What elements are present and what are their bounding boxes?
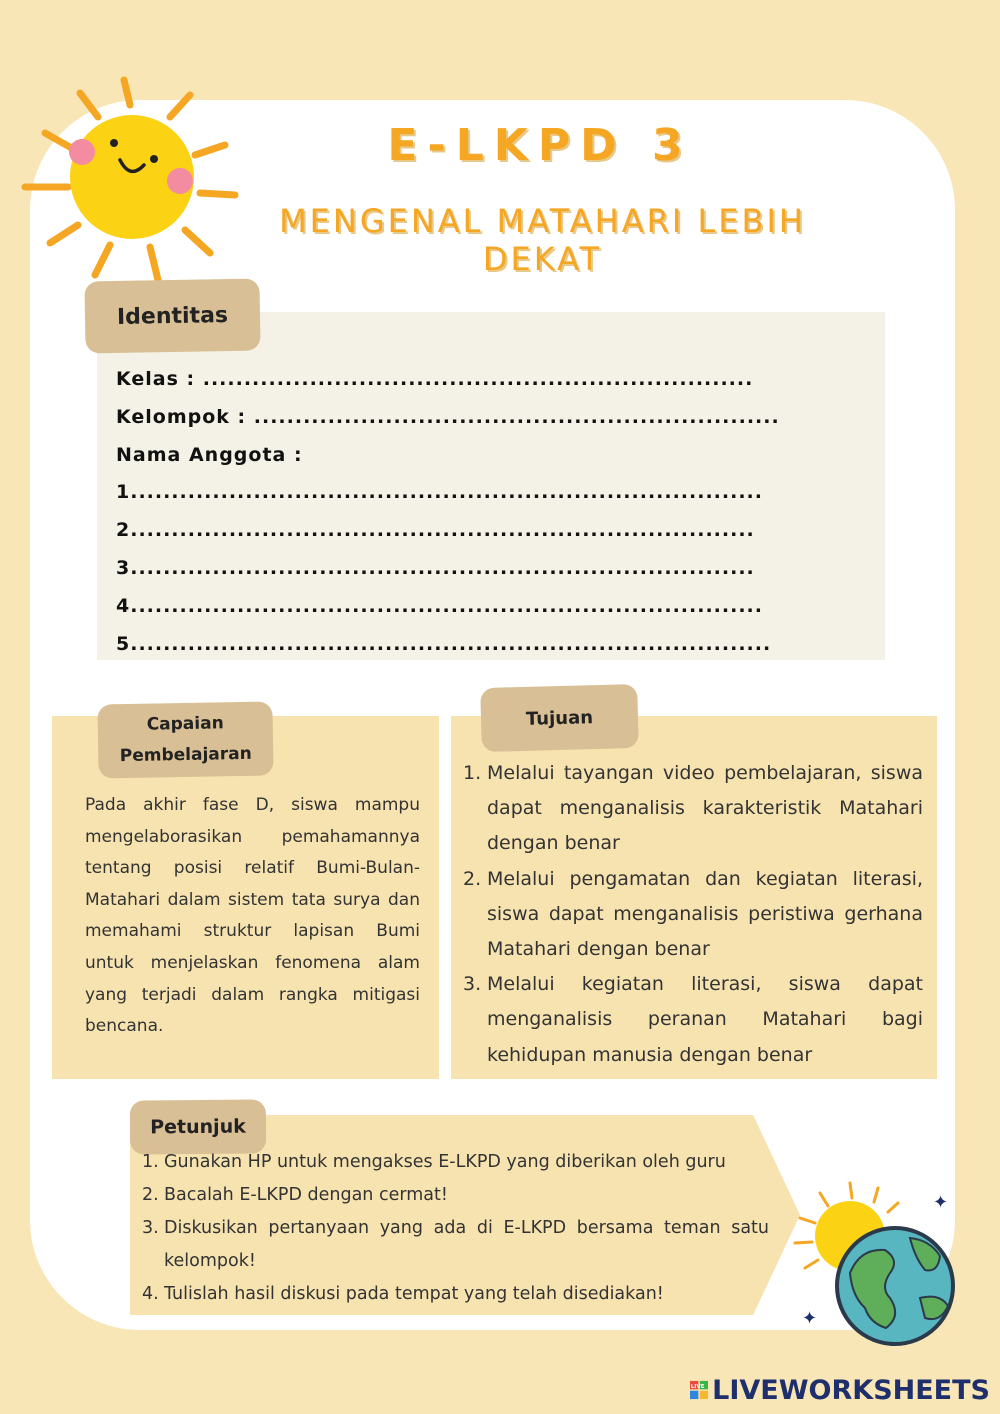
- logo-text: LIVEWORKSHEETS: [712, 1374, 990, 1406]
- capaian-tag-line2: Pembelajaran: [119, 743, 252, 767]
- svg-text:✦: ✦: [933, 1192, 949, 1213]
- list-item: 3. Melalui kegiatan literasi, siswa dapat menganalisis peranan Matahari bagi kehidupan manusia dengan benar: [463, 973, 923, 1066]
- anggota-field-1[interactable]: 1.............................................................................: [116, 481, 763, 504]
- tujuan-tag: Tujuan: [480, 684, 639, 752]
- earth-sun-icon: [790, 1178, 970, 1348]
- nama-anggota-label: Nama Anggota :: [116, 443, 303, 466]
- anggota-field-3[interactable]: 3............................................................................: [116, 556, 755, 579]
- capaian-text: Pada akhir fase D, siswa mampu mengelaborasikan pemahamannya tentang posisi relatif Bumi-Bulan-Matahari dalam sistem tata surya dan memahami struktur lapisan Bumi untuk menjelaskan fenomena alam yang terjadi dalam rangka mitigasi bencana.: [85, 795, 420, 1037]
- kelompok-field[interactable]: Kelompok : ................................................................: [116, 405, 780, 428]
- petunjuk-list: [142, 1146, 769, 1311]
- list-item: 1. Melalui tayangan video pembelajaran, siswa dapat menganalisis karakteristik Matahari dengan benar: [463, 762, 923, 855]
- list-item: 3. Diskusikan pertanyaan yang ada di E-LKPD bersama teman satu kelompok!: [142, 1218, 769, 1271]
- capaian-tag: [97, 701, 273, 778]
- kelas-field[interactable]: Kelas : ...................................................................: [116, 368, 754, 390]
- petunjuk-tag: Petunjuk: [130, 1099, 266, 1154]
- list-item: 4. Tulislah hasil diskusi pada tempat yang telah disediakan!: [142, 1284, 664, 1304]
- capaian-tag-line1: Capaian: [146, 713, 224, 735]
- anggota-field-5[interactable]: 5..............................................................................: [116, 632, 772, 655]
- smiling-sun-icon: [20, 75, 250, 285]
- list-item: 1. Gunakan HP untuk mengakses E-LKPD yang diberikan oleh guru: [142, 1152, 726, 1172]
- svg-text:LIVE: LIVE: [690, 1383, 705, 1390]
- anggota-field-2[interactable]: 2............................................................................: [116, 519, 755, 542]
- list-item: 2. Bacalah E-LKPD dengan cermat!: [142, 1185, 448, 1205]
- svg-text:✦: ✦: [802, 1308, 818, 1329]
- liveworksheets-logo[interactable]: [690, 1372, 990, 1408]
- tujuan-list: [463, 756, 923, 1073]
- identity-fields: [116, 364, 836, 666]
- list-item: 2. Melalui pengamatan dan kegiatan literasi, siswa dapat menganalisis peristiwa gerhana Matahari dengan benar: [463, 867, 923, 961]
- liveworksheets-logo-icon: [690, 1377, 708, 1403]
- anggota-field-4[interactable]: 4.............................................................................: [116, 594, 763, 617]
- identitas-tag: Identitas: [84, 278, 260, 353]
- page-subtitle: MENGENAL MATAHARI LEBIH DEKAT: [279, 202, 806, 278]
- page-title: E-LKPD 3: [387, 120, 693, 171]
